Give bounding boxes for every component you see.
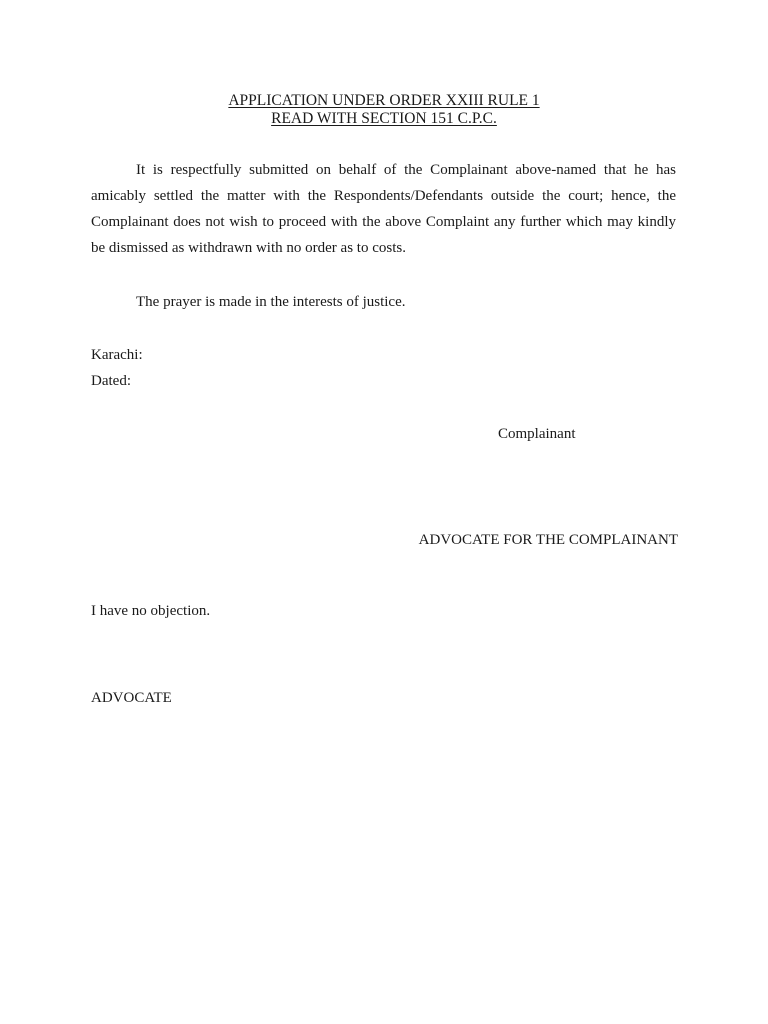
document-title-line-2 bbox=[0, 110, 768, 128]
submission-paragraph: It is respectfully submitted on behalf of the Complainant above-named that he has amicably settled the matter with the Respondents/Defendants outside the court; hence, the Complainant does not wish to proceed with the above Complaint any further which may kindly be dismissed as withdrawn with no order as to costs. bbox=[91, 162, 676, 256]
place-label: Karachi: bbox=[91, 347, 143, 363]
complainant-signature-label: Complainant bbox=[498, 426, 576, 442]
prayer-paragraph: The prayer is made in the interests of justice. bbox=[136, 294, 406, 310]
advocate-for-complainant-label: ADVOCATE FOR THE COMPLAINANT bbox=[418, 532, 678, 548]
date-label: Dated: bbox=[91, 373, 131, 389]
no-objection-statement: I have no objection. bbox=[91, 603, 211, 619]
advocate-signature-label: ADVOCATE bbox=[91, 690, 172, 706]
document-title-line-1 bbox=[0, 92, 768, 110]
title-line-1-text: APPLICATION UNDER ORDER XXIII RULE 1 bbox=[228, 92, 540, 109]
title-line-2-text: READ WITH SECTION 151 C.P.C. bbox=[271, 110, 497, 127]
